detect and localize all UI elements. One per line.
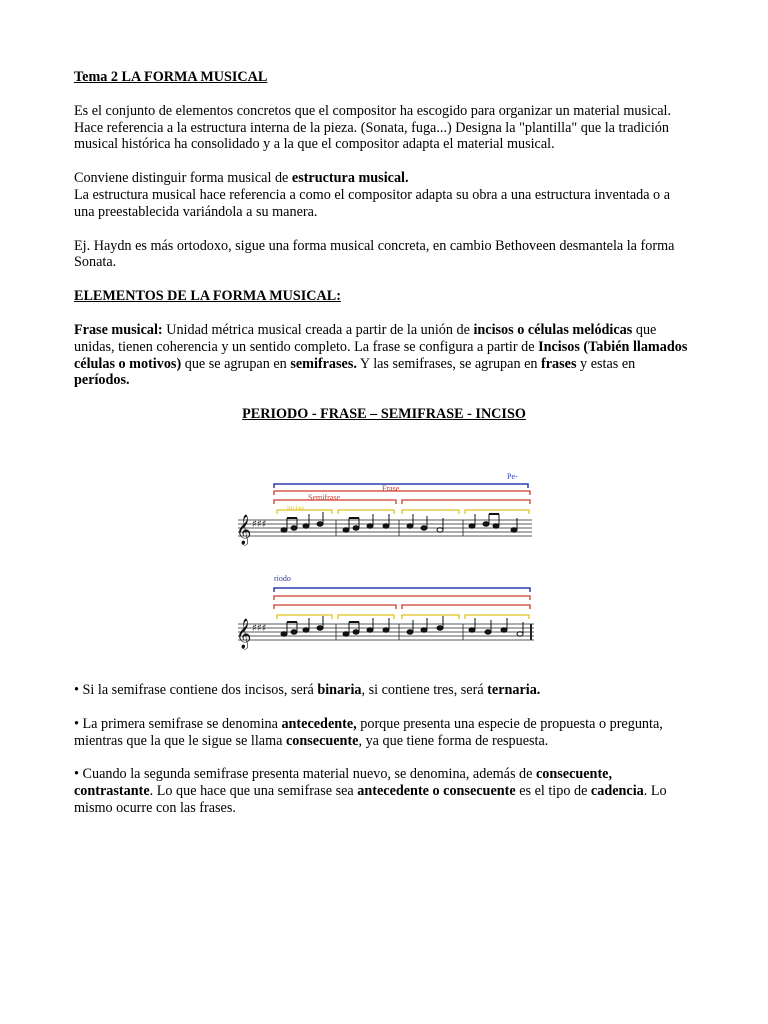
text-span: que unidas, tienen coherencia y un sentido completo. La frase se configura a partir de: [74, 321, 657, 355]
document-title: Tema 2 LA FORMA MUSICAL: [74, 69, 268, 85]
paragraph-distinction: [74, 170, 694, 220]
semifrase-label: Semifrase: [308, 493, 340, 502]
bullet-antecedente: [74, 716, 694, 750]
document-page-bottom: [74, 682, 694, 817]
bold-term: estructura musical.: [291, 170, 409, 187]
semifrase-bracket: [274, 605, 396, 609]
score-illustration: [232, 464, 537, 664]
inciso-bracket: [338, 615, 394, 619]
key-signature-icon: ♯♯♯: [252, 623, 267, 634]
text-span: La estructura musical hace referencia a como el compositor adapta su obra a una estructura inventada o a una preestablecida variándola a su manera.: [74, 186, 670, 220]
text-span: , si contiene tres, será: [361, 682, 488, 698]
inciso-bracket: [277, 510, 332, 514]
bold-term: Incisos (Tabién llamados células o motivos): [74, 338, 688, 372]
bold-term: antecedente o consecuente: [357, 783, 516, 800]
inciso-bracket: [277, 615, 332, 619]
bold-term: cadencia: [590, 783, 644, 800]
bold-term: consecuente, contrastante: [74, 766, 613, 800]
text-span: Conviene distinguir forma musical de: [74, 170, 292, 187]
inciso-label: inciso: [287, 504, 304, 512]
text-span: porque presenta una especie de propuesta o pregunta, mientras que la que le sigue se llama: [74, 715, 663, 749]
text-span: Y las semifrases, se agrupan en: [356, 355, 542, 372]
bullet-binaria-ternaria: [74, 682, 694, 699]
semifrase-bracket: [402, 500, 530, 504]
music-form-figure: [232, 464, 537, 664]
inciso-bracket: [402, 615, 459, 619]
bold-term: Frase musical:: [74, 321, 163, 338]
bold-term: antecedente,: [281, 715, 357, 732]
paragraph-frase-musical: [74, 322, 694, 389]
paragraph-example: Ej. Haydn es más ortodoxo, sigue una forma musical concreta, en cambio Bethoveen desmantela la forma Sonata.: [74, 237, 675, 271]
notes-staff-2: [281, 616, 523, 636]
key-signature-icon: ♯♯♯: [252, 519, 267, 530]
section-heading-periodo: PERIODO - FRASE – SEMIFRASE - INCISO: [242, 406, 526, 423]
bold-term: frases: [541, 355, 577, 372]
text-span: , ya que tiene forma de respuesta.: [358, 732, 549, 749]
bold-term: períodos.: [74, 372, 130, 389]
document-page: [74, 69, 694, 423]
text-span: es el tipo de: [515, 783, 591, 800]
frase-bracket: [274, 596, 530, 600]
paragraph-definition: Es el conjunto de elementos concretos que el compositor ha escogido para organizar un material musical. Hace referencia a la estructura interna de la pieza. (Sonata, fuga...) Designa la "plantilla" que la tradición musical histórica ha consolidado y a la que el compositor adapta el material musical.: [74, 102, 671, 153]
periodo-label-2: riodo: [274, 574, 291, 583]
text-span: • La primera semifrase se denomina: [74, 715, 282, 732]
inciso-bracket: [338, 510, 394, 514]
inciso-bracket: [402, 510, 459, 514]
bold-term: consecuente: [285, 732, 359, 749]
treble-clef-icon: 𝄞: [236, 515, 252, 545]
frase-label: Frase: [382, 484, 400, 493]
text-span: que se agrupan en: [181, 355, 291, 372]
treble-clef-icon: 𝄞: [236, 619, 252, 649]
semifrase-bracket: [402, 605, 530, 609]
bold-term: semifrases.: [290, 355, 357, 372]
section-heading-elements: ELEMENTOS DE LA FORMA MUSICAL:: [74, 288, 341, 305]
text-span: Unidad métrica musical creada a partir de la unión de: [162, 321, 474, 338]
text-span: • Si la semifrase contiene dos incisos, será: [74, 682, 318, 698]
bold-term: incisos o células melódicas: [473, 321, 633, 338]
text-span: • Cuando la segunda semifrase presenta material nuevo, se denomina, además de: [74, 766, 536, 783]
periodo-bracket: [274, 484, 528, 488]
periodo-bracket: [274, 588, 530, 592]
text-span: y estas en: [576, 355, 636, 372]
bold-term: ternaria.: [487, 682, 541, 698]
text-span: . Lo que hace que una semifrase sea: [149, 783, 358, 800]
text-span: . Lo mismo ocurre con las frases.: [74, 783, 667, 816]
bullet-contrastante: [74, 766, 694, 816]
bold-term: binaria: [317, 682, 362, 698]
periodo-label-1: Pe-: [507, 472, 518, 481]
